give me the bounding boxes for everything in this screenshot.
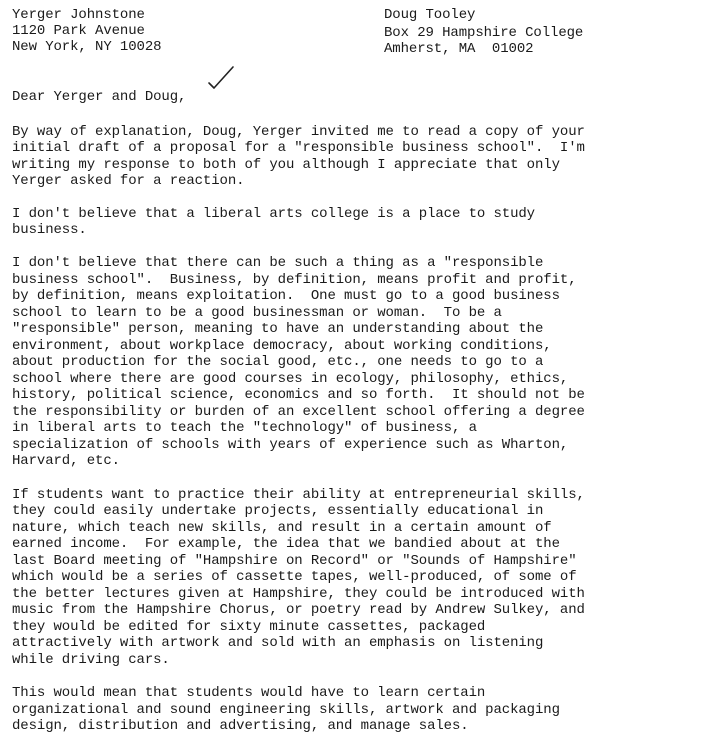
body-line: specialization of schools with years of experience such as Wharton, xyxy=(12,437,569,453)
sender-address-line: New York, NY 10028 xyxy=(12,39,162,55)
body-line: the better lectures given at Hampshire, they could be introduced with xyxy=(12,586,585,602)
body-line: about production for the social good, etc., one needs to go to a xyxy=(12,354,544,370)
body-line: I don't believe that a liberal arts college is a place to study xyxy=(12,206,535,222)
body-line: business school". Business, by definition, means profit and profit, xyxy=(12,272,577,288)
body-line: they would be edited for sixty minute cassettes, packaged xyxy=(12,619,486,635)
sender-address-line: 1120 Park Avenue xyxy=(12,23,145,39)
body-line: "responsible" person, meaning to have an understanding about the xyxy=(12,321,544,337)
salutation: Dear Yerger and Doug, xyxy=(12,89,187,105)
body-line: attractively with artwork and sold with an emphasis on listening xyxy=(12,635,544,651)
body-line: I don't believe that there can be such a thing as a "responsible xyxy=(12,255,544,271)
body-line: last Board meeting of "Hampshire on Record" or "Sounds of Hampshire" xyxy=(12,553,577,569)
sender-address-line: Yerger Johnstone xyxy=(12,7,145,23)
body-line: history, political science, economics and so forth. It should not be xyxy=(12,387,585,403)
body-line: while driving cars. xyxy=(12,652,170,668)
body-line: the responsibility or burden of an excellent school offering a degree xyxy=(12,404,585,420)
body-line: design, distribution and advertising, and manage sales. xyxy=(12,718,469,734)
body-line: writing my response to both of you although I appreciate that only xyxy=(12,157,560,173)
body-line: by definition, means exploitation. One must go to a good business xyxy=(12,288,560,304)
body-line: business. xyxy=(12,222,87,238)
checkmark-icon xyxy=(206,64,236,90)
recipient-address-line: Doug Tooley xyxy=(384,7,476,23)
body-line: music from the Hampshire Chorus, or poetry read by Andrew Sulkey, and xyxy=(12,602,585,618)
body-line: Harvard, etc. xyxy=(12,453,120,469)
body-line: initial draft of a proposal for a "responsible business school". I'm xyxy=(12,140,585,156)
body-line: organizational and sound engineering skills, artwork and packaging xyxy=(12,702,560,718)
body-line: If students want to practice their ability at entrepreneurial skills, xyxy=(12,487,585,503)
body-line: By way of explanation, Doug, Yerger invited me to read a copy of your xyxy=(12,124,585,140)
body-line: school to learn to be a good businessman or woman. To be a xyxy=(12,305,502,321)
body-line: in liberal arts to teach the "technology" of business, a xyxy=(12,420,477,436)
body-line: which would be a series of cassette tapes, well-produced, of some of xyxy=(12,569,577,585)
body-line: environment, about workplace democracy, about working conditions, xyxy=(12,338,552,354)
body-line: nature, which teach new skills, and result in a certain amount of xyxy=(12,520,552,536)
body-line: school where there are good courses in ecology, philosophy, ethics, xyxy=(12,371,569,387)
recipient-address-line: Box 29 Hampshire College xyxy=(384,25,584,41)
recipient-address-line: Amherst, MA 01002 xyxy=(384,41,534,57)
body-line: earned income. For example, the idea that we bandied about at the xyxy=(12,536,560,552)
body-line: Yerger asked for a reaction. xyxy=(12,173,245,189)
body-line: This would mean that students would have to learn certain xyxy=(12,685,486,701)
body-line: they could easily undertake projects, essentially educational in xyxy=(12,503,544,519)
